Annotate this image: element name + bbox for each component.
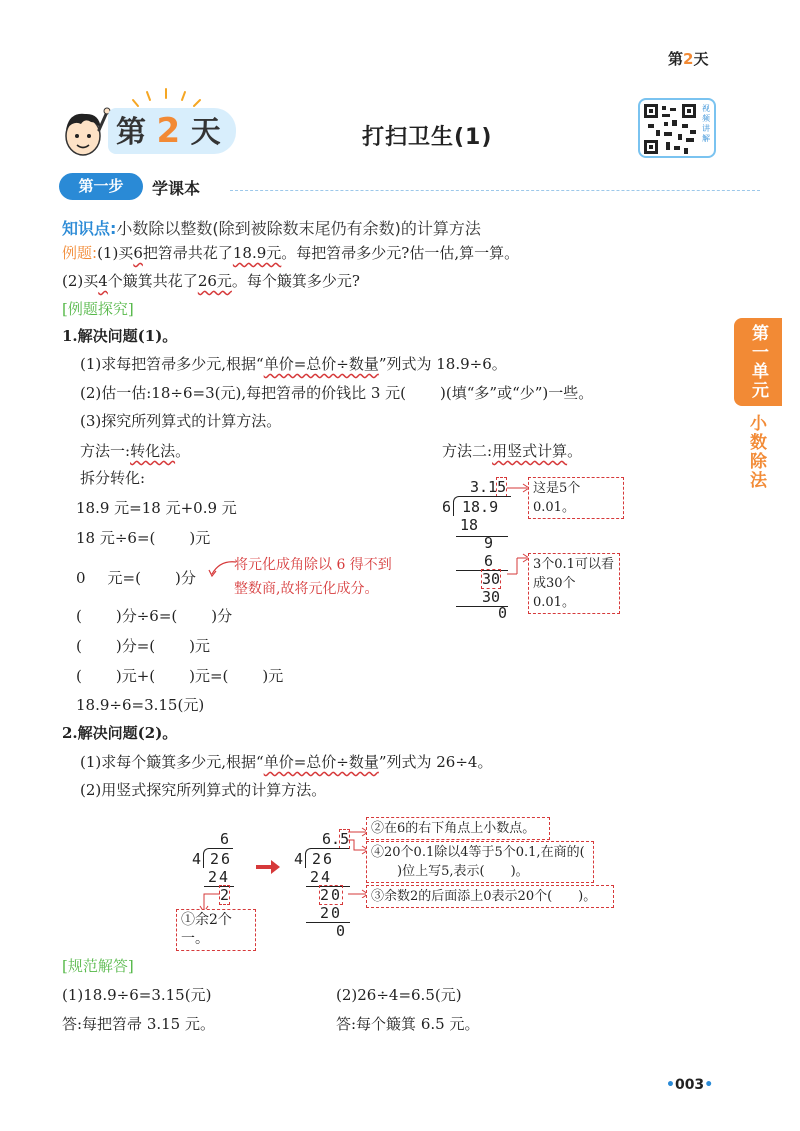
method1-line3-post: )分 (174, 569, 196, 587)
method1-line6-b: )元+( (115, 667, 156, 685)
day-title-prefix: 第 (116, 115, 146, 150)
method1-split: 拆分转化: (80, 469, 146, 487)
method1-line4 (76, 605, 232, 626)
page-number-value: 003 (674, 1077, 705, 1093)
div1-row1: 18 (460, 516, 479, 534)
method1-title (80, 440, 190, 461)
day-title (108, 108, 236, 154)
step-divider (230, 190, 760, 191)
div1-row2: 9 (484, 534, 494, 552)
div2b-row2: 20 (320, 886, 343, 904)
answer-tag: [规范解答] (62, 957, 134, 975)
div2a-quotient: 6 (220, 830, 230, 848)
method1-label: 方法一: (80, 442, 131, 460)
div2b-note3-a: ③余数2的后面添上0表示20个( (371, 889, 553, 904)
side-tab-topic: 小数除法 (746, 414, 766, 490)
div2b-note2: ②在6的右下角点上小数点。 (366, 817, 550, 840)
div2b-note3 (366, 885, 614, 908)
method1-line5-a: ( (76, 637, 82, 655)
section2-a-formula: 单价=总价÷数量 (263, 753, 379, 771)
div1-dividend: 18.9 (462, 498, 499, 516)
section1-a-formula: 单价=总价÷数量 (263, 355, 379, 373)
method1-line2 (76, 527, 210, 548)
page-number-dot-left: • (666, 1077, 675, 1093)
running-header-suffix: 天 (693, 50, 709, 68)
qr-side-label: 视频讲解 (702, 104, 710, 143)
div2a-row2: 2 (220, 886, 230, 904)
answer1-calc: (1)18.9÷6=3.15(元) (62, 986, 212, 1004)
example-q1-mid: 把笤帚共花了 (142, 244, 233, 262)
div2b-note4 (366, 841, 594, 883)
running-header-number: 2 (683, 50, 694, 68)
side-tab-unit: 第一单元 (734, 318, 782, 406)
method1-line6-c: )元=( (189, 667, 229, 685)
sun-rays-icon (128, 86, 208, 110)
method1-line3-mid: 元=( (107, 569, 141, 587)
qr-code-icon (644, 104, 696, 154)
section2-b: (2)用竖式探究所列算式的计算方法。 (80, 781, 327, 799)
method1-line5-b: )分=( (115, 637, 156, 655)
step-badge: 第一步 (59, 173, 143, 200)
example-q2-prefix: (2)买 (62, 272, 99, 290)
example-q1-price: 18.9元 (232, 244, 282, 262)
section1-b-pre: (2)估一估:18÷6=3(元),每把笤帚的价钱比 3 元( (80, 384, 407, 402)
answer2-calc: (2)26÷4=6.5(元) (336, 986, 462, 1004)
section1-b (80, 382, 593, 403)
div2b-dividend: 26 (312, 850, 335, 868)
div1-row3: 6 (484, 552, 494, 570)
section1-c: (3)探究所列算式的计算方法。 (80, 412, 282, 430)
page-number (666, 1077, 713, 1093)
example-q2-price: 26元 (197, 272, 232, 290)
section2-a-post: ”列式为 26÷4。 (378, 753, 493, 771)
running-header-prefix: 第 (668, 50, 684, 68)
method1-end: 。 (175, 442, 191, 460)
section1-a (80, 353, 507, 374)
method2-end: 。 (567, 442, 583, 460)
section1-b-post: )(填“多”或“少”)一些。 (440, 384, 594, 402)
method1-line4-a: ( (76, 607, 82, 625)
method2-label: 方法二: (442, 442, 493, 460)
div1-quotient-digit: 5 (497, 478, 507, 496)
example-q2-mid: 个簸箕共花了 (107, 272, 198, 290)
page-number-dot-right: • (704, 1077, 714, 1093)
method1-line6-a: ( (76, 667, 82, 685)
div2a-row1: 24 (208, 868, 231, 886)
div2b-row3: 20 (320, 904, 343, 922)
running-header (668, 48, 708, 69)
qr-code[interactable] (638, 98, 716, 158)
example-q2 (62, 270, 360, 291)
method1-line3-pre: 0 (76, 569, 86, 587)
div2b-note4-b: )位上写5,表示( (397, 864, 485, 879)
div1-rule1 (456, 536, 508, 537)
transition-arrow-icon (256, 860, 280, 874)
method1-line6 (76, 665, 283, 686)
example-q2-num: 4 (98, 272, 108, 290)
section2-a-pre: (1)求每个簸箕多少元,根据“ (80, 753, 264, 771)
method2-title (442, 440, 582, 461)
example-q1-prefix: (1)买 (97, 244, 134, 262)
explore-tag: [例题探究] (62, 300, 134, 318)
day-title-number: 2 (156, 111, 181, 151)
method1-line5-c: )元 (189, 637, 210, 655)
section1-title: 1.解决问题(1)。 (62, 327, 178, 345)
section1-a-pre: (1)求每把笤帚多少元,根据“ (80, 355, 264, 373)
method1-line2-post: )元 (189, 529, 211, 547)
section2-title: 2.解决问题(2)。 (62, 724, 178, 742)
example-q2-suffix: 。每个簸箕多少元? (231, 272, 360, 290)
div1-quotient (470, 478, 506, 496)
div1-note1: 这是5个0.01。 (528, 477, 624, 519)
div1-row5: 30 (482, 588, 501, 606)
answer2-text: 答:每个簸箕 6.5 元。 (336, 1015, 480, 1033)
method1-note: 将元化成角除以 6 得不到整数商,故将元化成分。 (234, 557, 392, 597)
method1-line6-d: )元 (262, 667, 284, 685)
div2a-dividend: 26 (210, 850, 233, 868)
div1-divisor: 6 (442, 498, 452, 516)
step-label: 学课本 (152, 179, 201, 198)
div2b-note4-c: )。 (510, 864, 529, 879)
method1-line1: 18.9 元=18 元+0.9 元 (76, 499, 237, 517)
div1-quotient-main: 3.1 (470, 478, 498, 496)
div2a-divisor: 4 (192, 850, 202, 868)
div2a-note: ①余2个一。 (176, 909, 256, 951)
section1-a-post: ”列式为 18.9÷6。 (378, 355, 507, 373)
example-q1 (62, 242, 519, 263)
answer1-text: 答:每把笤帚 3.15 元。 (62, 1015, 215, 1033)
div1-row4: 30 (482, 570, 501, 588)
div2b-quotient-main: 6. (322, 830, 341, 848)
knowledge-point (62, 216, 481, 239)
day-title-suffix: 天 (190, 115, 221, 150)
method1-line7: 18.9÷6=3.15(元) (76, 696, 205, 714)
knowledge-text: 小数除以整数(除到被除数末尾仍有余数)的计算方法 (116, 219, 481, 238)
div2a-rule1 (204, 886, 234, 887)
div2b-row4: 0 (336, 922, 346, 940)
div2b-note4-a: ④20个0.1除以4等于5个0.1,在商的( (371, 845, 585, 860)
example-label: 例题: (62, 244, 98, 262)
example-q1-num: 6 (133, 244, 143, 262)
method1-line2-pre: 18 元÷6=( (76, 529, 156, 547)
method1-line4-b: )分÷6=( (115, 607, 178, 625)
method1-line3 (76, 567, 196, 588)
method1-name: 转化法 (130, 442, 176, 460)
knowledge-label: 知识点: (62, 219, 117, 238)
method2-name: 用竖式计算 (492, 442, 568, 460)
mascot-boy-icon (55, 100, 115, 162)
section2-a (80, 751, 492, 772)
div2b-quotient-digit: 5 (340, 830, 350, 848)
method1-line5 (76, 635, 210, 656)
div2b-row1: 24 (310, 868, 333, 886)
lesson-title: 打扫卫生(1) (362, 125, 493, 150)
div1-row6: 0 (498, 604, 508, 622)
div2b-note3-b: )。 (578, 889, 597, 904)
div1-note2: 3个0.1可以看成30个0.01。 (528, 553, 620, 614)
example-q1-suffix: 。每把笤帚多少元?估一估,算一算。 (281, 244, 520, 262)
method1-line4-c: )分 (211, 607, 233, 625)
div2b-divisor: 4 (294, 850, 304, 868)
